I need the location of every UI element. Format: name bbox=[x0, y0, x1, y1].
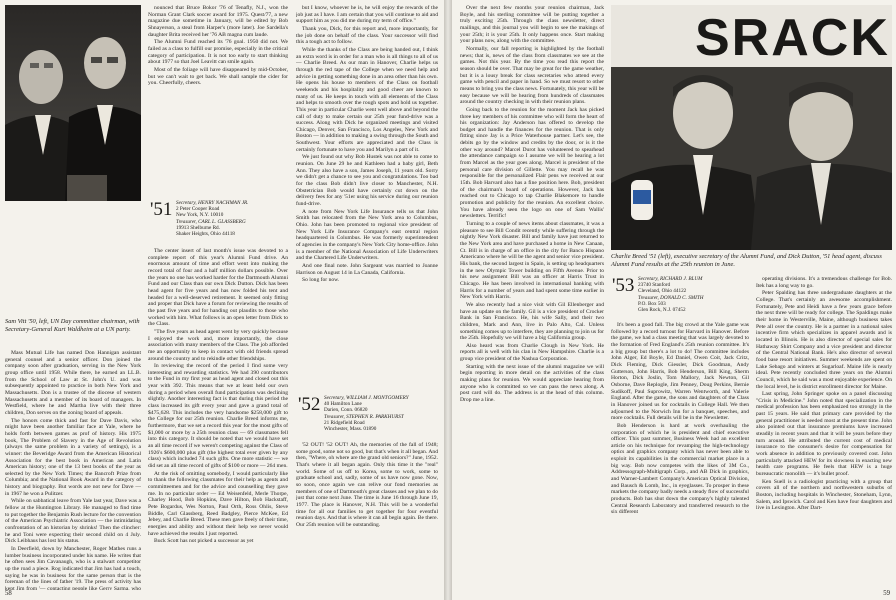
paragraph: '52 OUT! '52 OUT! Ah, the memories of the fall of 1948; some good, some not so good, but that's when it all began. And then, "Where, oh where are the grand old seniors?" June, 1952. That's where it all began again. Only this time it the "real" world. Some of us off to Korea, some to work, some to graduate school and, sadly, some of us have now gone. Now, so soon, once again we can relive our fond memories as members of one of Dartmouth's great classes and we plan to do just that come next June. The time is June 16 through June 19, 1977. The place is Hanover, N.H. This will be a wonderful time for all our families to get together for four eventful reunion days. And that is where it can all begin again. Be there. Our 25th reunion will be outstanding. bbox=[296, 442, 438, 528]
address-line: Winchester, Mass. 01890 bbox=[324, 426, 377, 433]
left-column-3 bbox=[296, 5, 438, 353]
paragraph: We just found out why Bob Hustek was not able to come to reunion. On June 29 he and Kathleen had a baby girl, Beth Ann. They also have a son, James Joseph, 11 years old. Sorry we didn't get a chance to see you and congratulations. Too bad for the class Bob didn't live closer to Manchester, N.H. Obstetrician Bob would have certainly cut down on the delivery fees for any '51er using his service during our reunion fund-drive. bbox=[296, 154, 438, 208]
photo-sign-lettering: SRACK bbox=[695, 9, 890, 67]
address-line: Shaker Heights, Ohio 44118 bbox=[176, 231, 235, 238]
secretary-name: Secretary, WILLIAM J. MONTGOMERY bbox=[324, 395, 409, 401]
paragraph: Starting with the next issue of the alumni magazine we will begin reporting in more detail on the activities of the class making plans for reunion. We would appreciate hearing from anyone who is committed so we can pass the news along. A post card will do. The address is at the head of this column. Drop me a line. bbox=[460, 363, 604, 404]
left-column-1 bbox=[5, 350, 141, 590]
paragraph: And one final note. John Sargeant was married to Joanne Harrison on August 14 in La Canada, California. bbox=[296, 262, 438, 276]
paragraph: The center insert of last month's issue was devoted to a complete report of this year's Alumni Fund drive. An enormous amount of time and effort went into making the record total of four and a half million dollars possible. Over the years no one has worked harder for the Dartmouth Alumni Fund and our Class than our own Dick Dutton. Dick has been head agent for five years and has now folded his tent and headed for a well-deserved retirement. It seemed only fitting and proper that Dick have a forum for reviewing the results of the past five years and for handing out plaudits to those who worked with him. What follows is an open letter from Dick to the Class. bbox=[148, 248, 288, 328]
treasurer-name: Treasurer, STEPHEN R. PARKHURST bbox=[324, 413, 404, 420]
address-line: Darien, Conn. 06820 bbox=[324, 407, 368, 414]
right-page bbox=[452, 0, 896, 600]
paragraph: Bob Henderson is hard at work overhauling the corporation of which he is president and chief executive officer. This past summer, Business Week had an excellent article on his technique for revamping the high-technology optics and graphics company which has never been able to exploit its capabilities in the commercial market place in a big way. Bob now competes with the likes of 3M Co., Addressograph-Multigraph Corp., and AB Dick in graphics, and Warner-Lambert Company's American Optical Division, and Bausch & Lomb, Inc., in eyeglasses. To prosper in these markets the company badly needs a steady flow of successful products. Bob has shut down the company's highly talented Central Research Laboratory and transferred research to the six different bbox=[611, 422, 749, 516]
treasurer-name: Treasurer, DONALD C. SMITH bbox=[638, 294, 704, 301]
page-number: 59 bbox=[883, 590, 890, 597]
paragraph: Buck Scott has not picked a successor as yet bbox=[154, 538, 254, 545]
address-line: Cleveland, Ohio 44122 bbox=[638, 288, 687, 295]
class-officers bbox=[176, 200, 248, 237]
paragraph: While on sabbatical leave from Yale last year, Dave was a fellow at the Huntington Library. He managed to find time to put together the Benjamin Rush lecture for the convention of the American Psychiatric Association — the intimidating confrontation of an historian by shrinks! Then the clincher: he and Toni were expecting their second child on 4 July. Dick Leibhaus has lost his status. bbox=[5, 498, 141, 545]
paragraph: At the risk of omitting somebody, I would particularly like to thank the following classmates for their help as agents and committeemen and for the advice and counselling they gave me. In no particular order — Ed Weisenfeld, Merle Thorpe, Charley Hood, Bob Hopkins, Dave Hilton, Bob Hackstaff, Pete Bogardus, Wes Norton, Paul Orth, Ross Ohlis, Steve Biddle, Carl Glassberg, Reed Badgley, Pierce McKee, Ed Jebey, and Charlie Breed. These men gave freely of their time, energies and ability and without their help we never would have achieved the results I just reported. bbox=[148, 470, 288, 537]
class-year: '52 bbox=[298, 394, 321, 415]
paragraph: In reviewing the record of the period I find some very interesting and rewarding statistics. We had 390 contributors to the Fund in my first year as head agent and closed out this year with 392. This means that we at least held our own during a period when overall fund participation was declining slightly. Another interesting fact is that during this period the class increased its gift every year and gave a grand total of $475,628. This includes the very handsome $258,000 gift to the College for our 25th reunion. Charlie Breed informs me, furthermore, that we set a record this year for the most gifts of $1,000 or more by a 25th reunion class — 69 classmates fell into this category. It should be noted that we would have set an all time record if we weren't competing against the Class of 1926's $600,000 plus gift (the highest total ever given by any class) which included 74 such gifts. One more statistic — we did set an all time record of gifts of $100 or more — 264 men. bbox=[148, 363, 288, 469]
left-column-2b bbox=[148, 248, 288, 590]
paragraph: Thank you, Dick, for this report and, more importantly, for the job done on behalf of the class. Your successor will find this a tough act to follow. bbox=[296, 25, 438, 46]
paragraph: It's been a good fall. The big crowd at the Yale game was followed by a record turnout for Harvard in Hanover. Before the game, we had a class meeting that was largely devoted to the formation of Fred England's 25th reunion committee. It's a big group but there's a lot to do! The committee includes John Alger, Ed Boyle, Ed Daniel, Owen Coit, Jack Critz, Dick Fleming, Dick Giessler, Dick Goodman, Andy Gutterson, John Harris, Bob Henderson, Bill King, Sherm Horton, Dick Joslin, Tom Mallory, Jack Newton, Gil Osborne, Dave Replogle, Jim Penney, Doug Perkins, Bernie Sudikoff, Paul Suprowitz, Warren Wentworth, and Valerie England. After the game, the sons and daughters of the Class in Hanover joined us for cocktails in College Hall. We then adjourned to the Norwich Inn for a banquet, speeches, and more cocktails. Full details will be in the Newsletter. bbox=[611, 322, 749, 422]
address-line: Glen Rock, N.J. 07452 bbox=[638, 307, 686, 314]
left-photo bbox=[5, 5, 141, 201]
class-1951-header bbox=[150, 200, 290, 242]
paragraph: Most of the foliage will have disappeared by mid-October, but we can't wait to get back. We shall sample the cider for you. Cheerfully, cheers. bbox=[148, 66, 288, 87]
secretary-name: Secretary, HENRY NACHMAN JR. bbox=[176, 200, 249, 206]
class-year: '51 bbox=[150, 199, 173, 220]
paragraph: operating divisions. It's a tremendous challenge for Bob. Itek has a long way to go. bbox=[756, 276, 892, 289]
right-column-2 bbox=[611, 322, 749, 590]
paragraph: The Alumni Fund reached its '76 goal. 1950 did not. We failed as a class to fulfill our promise, especially in the critical category of participation. It is not too early to start thinking about 1977 so that Joel Leavitt can smile again. bbox=[148, 39, 288, 66]
left-photo-caption: Sam Vitt '50, left, UN Day committee chairman, with Secretary-General Kurt Waldheim at a UN party. bbox=[5, 318, 140, 333]
right-photo bbox=[611, 5, 892, 250]
paragraph: We also recently had a nice visit with Gil Ellenberger and have an update on the family. Gil is a vice president of Crocker Bank in San Francisco. He, his wife Sally, and their two children, Mark and Ann, live in Palo Alto, Cal. Unless something comes up to interfere, they are planning to join us for the 25th. Hopefully we will have a big California group. bbox=[460, 301, 604, 342]
right-photo-caption: Charlie Breed '51 (left), executive secretary of the Alumni Fund, and Dick Dutton, '51 head agent, discuss Alumni Fund results at the 25th reunion in June. bbox=[611, 253, 882, 268]
left-column-2 bbox=[148, 5, 288, 145]
spine-gutter bbox=[444, 0, 452, 600]
photo-two-men bbox=[5, 5, 141, 201]
paragraph: Mass Mutual Life has named Don Hannigan assistant general counsel and a senior officer. Don joined the company soon after graduation, serving in the New York group office until 1958. While there, he earned an LL.B. from the School of Law at St. John's U. and was subsequently appointed to practice in both New York and Massachusetts. Don is a trustee of the diocese of western Massachusetts and a member of its board of managers. In Westfield, where he and Martha live with their three children, Don serves on the zoning board of appeals. bbox=[5, 350, 141, 416]
paragraph: "The five years as head agent went by very quickly because I enjoyed the work and, more importantly, the close association with many members of the Class. The job afforded me an opportunity to keep in contact with old friends spread around the country and to rekindle other friendships. bbox=[148, 328, 288, 362]
secretary-name: Secretary, RICHARD J. BLUM bbox=[638, 276, 703, 282]
address-line: P.O. Box 503 bbox=[638, 300, 666, 307]
paragraph: Peter Spalding has three undergraduate daughters at the College. That's certainly an awesome accomplishment. Fortunately, Pete and Heidi have a few years grace before the next three will be ready for college. The Spaldings make their home in Westerville, Maine, although business takes Pete all over the country. He is a partner in a national sales incentive firm which specializes in apparel awards and is located in Illinois. He is also director of special sales for Hathaway Shirt Company and a vice president and director of the Central National Bank. He's also director of several food base resort initiatives. Summer weekends are spent on Lake Sebago and winters at Sugarloaf. Maine life is nearly ideal. Pete recently concluded three years on the Alumni Council, which he said was a most enjoyable experience. On the local level, he is district enrollment director for Maine. bbox=[756, 290, 892, 390]
class-1953-header bbox=[612, 276, 754, 318]
left-page bbox=[0, 0, 444, 600]
address-line: 21 Ridgefield Road bbox=[324, 419, 365, 426]
paragraph: A note from New York Life Insurance tells us that John Smith has relocated from the New York area to Columbus, Ohio. John has been promoted to regional vice president of New York Life Insurance Company's east central region headquartered in Columbus. He was formerly superintendent of agencies in the company's New York City home-office. John is a member of the National Association of Life Underwriters and the Chartered Life Underwriters. bbox=[296, 208, 438, 262]
treasurer-name: Treasurer, CARL L. GLASSBERG bbox=[176, 218, 246, 225]
page-number: 58 bbox=[5, 590, 12, 597]
class-officers bbox=[638, 276, 703, 313]
paragraph: but I know, whoever he is, he will enjoy the rewards of the job just as I have. I am certain that you will continue to aid and support him as you did me during my term of office." bbox=[296, 5, 438, 25]
address-line: New York, N.Y. 10010 bbox=[176, 212, 224, 219]
right-column-1 bbox=[460, 5, 604, 590]
photo-two-men-sign bbox=[611, 5, 892, 250]
address-line: 2 Peter Cooper Road bbox=[176, 206, 220, 213]
paragraph: Ken Suell is a radiologist practicing with a group that covers all of the northern and northwestern suburbs of Boston, including hospitals in Winchester, Stoneham, Lynn, Salem, and Ipswich. Carol and Ken have four daughters and live in Lexington. After Dart- bbox=[756, 478, 892, 512]
paragraph: The honors come thick and fast for Dave Davis, who might have been another familiar face at Yale, where he holds forth between games as prof of history. His 1975 book, The Problem of Slavery in the Age of Revolution (always the same problem in a variety of settings), is a winner: the Beveridge Award from the American Historical Association for the best book in American and Latin American history; one of the 13 best books of the year as selected by the New York Times; the Bancroft Prize from Columbia; and the National Book Award in the category of history and biography. But words are not new for Dave — in 1967 he won a Pulitzer. bbox=[5, 417, 141, 497]
paragraph: Last spring, John Springer spoke on a panel discussing "Crisis in Medicine." John noted that specialization in the medical profession has been emphasized too strongly in the past 15 years. He said that primary care provided by the general practitioner is needed most at the present time. John also pointed out that insurance premiums have increased steadily in recent years and that it will be years before they turn around. He attributed the current cost of medical insurance to the consumer's desire for compensation for work absence in addition to previously covered cost. John particularly attacked HEW for its slowness in enacting new health care programs. He feels that HEW is a huge bureaucratic monolith — it's bullet proof. bbox=[756, 391, 892, 478]
address-line: 19913 Shelburne Rd. bbox=[176, 224, 220, 231]
address-line: 23740 Stanford bbox=[638, 282, 671, 289]
right-column-3 bbox=[756, 276, 892, 590]
left-column-3b bbox=[296, 442, 438, 590]
class-1952-header bbox=[298, 395, 440, 437]
class-officers bbox=[324, 395, 409, 432]
paragraph: So long for now. bbox=[302, 277, 340, 284]
paragraph: Over the next few months your reunion chairman, Jack Boyle, and his sterling committee will be putting together a truly exciting 25th. Through the class newsletter, direct mailings, and this journal you will begin to see the makings of your 25th; it is your 25th. It only happens once. Start making your plans now, along with the committee. bbox=[460, 5, 604, 45]
paragraph: Normally, our fall reporting is highlighted by the football news; that is, news of the class from classmates we see at the games. Not this year. By the time you read this report the season should be over. That may be great for the game weather, but it is a lousy break for class secretaries who attend every game with pencil and paper in hand. So we must resort to other means to bring you the class news. Fortunately, this year will be easy because we will be hearing from hundreds of classmates around the country checking in with their reunion plans. bbox=[460, 45, 604, 106]
paragraph: In Deerfield, down by Manchester, Roger Mathes runs a lumber business incorporated under his name. He writes that he often sees Jim Cavanaugh, who is a stalwart competitor up the road a piece. Rog indicated that Jim has had a touch, saying he was in business for the same person that is the foreman of the lines of father '19. The press of activity has kept Jim from '— contacting people like Gerry Sarma, who bbox=[5, 546, 141, 590]
paragraph: Going back to the reunion for the moment Jack has picked three key members of his committee who will form the heart of his organization: Jay Anderson has offered to develop the budget and handle the finances for the reunion. That is only fitting since Jay is a Price Waterhouse partner. Let's see, the debits go by the window and credits by the door, or is it the other way around? Marcel Durot has volunteered to spearhead the attendance campaign so I assume we will be hearing a lot from Marcel as the year goes along. Marcel is president of the personal care division of Gillette. You may recall he was responsible for the personalized Flair pens we received at our 15th. Bob Harvard also has a fine position here. Bob, president of the chairman's board of operations. However, Jack has reached out to Chicago to tap Charlie Blakemore to handle promotion and publicity for the reunion. An excellent choice. You have already seen the logo on one of Sam Wallis' newsletters. Terrific! bbox=[460, 106, 604, 220]
address-line: 40 Hamilton Lane bbox=[324, 401, 362, 408]
paragraph: Also heard was from Charlie Clough in New York. He reports all is well with his clan in New Hampshire. Charlie is a group vice president of the Nashua Corporation. bbox=[460, 342, 604, 363]
paragraph: nounced that Bruce Bokor '76 of Tenafly, N.J., won the Norman Grant Clark soccer award for 1975. Quest/77, a new magazine due sometime in January, will be edited by Bob Shnayerson, a steal from Harper's (more later). Joe Sardella's daughter Brita received her '76 AB magna cum laude. bbox=[148, 5, 288, 38]
paragraph: Turning to a couple of news items about classmates, it was a pleasure to see Bill Condit recently while suffering through the nightly New York disaster. Bill and family have just returned to the New York area and have purchased a home in New Canaan, Ct. Bill is in charge of an office in the city for Banco Hispano Americano where he will be the agent and senior vice president. His bank, the second largest in Spain, is setting up headquarters in the new Olympic Tower building on Fifth Avenue. Prior to his new assignment Bill was an officer at Harris Trust in Chicago. He has been involved in international banking with Harris for a number of years and had spent some time earlier in New York with Harris. bbox=[460, 221, 604, 301]
paragraph: While the thanks of the Class are being handed out, I think an extra word is in order for a man who is all things to all of us — Charlie Breed. As our man in Hanover, Charlie helps us through the red tape of the College when we need help and advice in getting something done in an area other than his own. He opens his house to members of the Class on football weekends and his hospitality and good cheer are known to many of us. He keeps in touch with all elements of the Class and helps to smooth over the rough spots and hold us together. This year in particular Charlie went well above and beyond the call of duty to make certain our 25th year fund-drive was a success. Along with Dick he organized meetings and visited Chicago, Denver, San Francisco, Los Angeles, New York and Boston — in addition to making a swing through the South and Southwest. Your efforts are appreciated and the Class is certainly fortunate to have you and Marilyn a part of it. bbox=[296, 46, 438, 153]
class-year: '53 bbox=[612, 275, 635, 296]
